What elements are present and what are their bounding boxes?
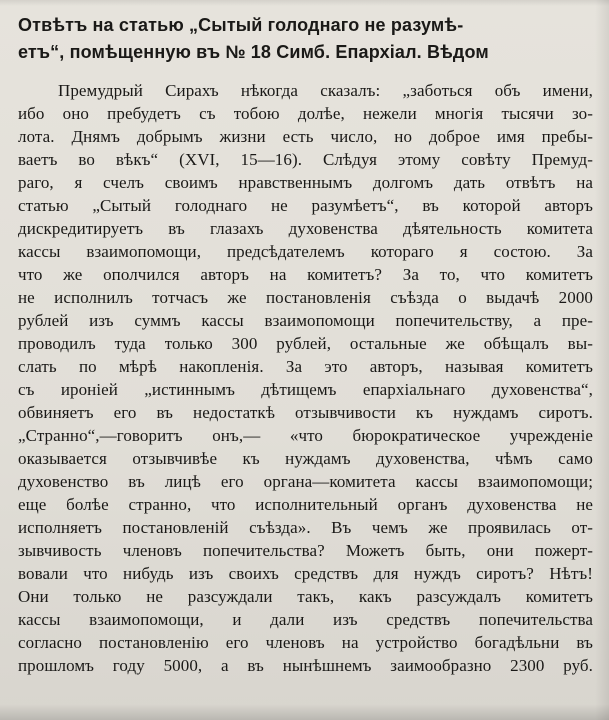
body-line: согласно постановленію его членовъ на устройство богадѣльни въ (18, 633, 593, 652)
body-line: „Странно“,—говоритъ онъ,— «что бюрократическое учрежденіе (18, 426, 593, 445)
article-body (18, 79, 593, 677)
body-line: обвиняетъ его въ недостаткѣ отзывчивости къ нуждамъ сиротъ. (18, 403, 593, 422)
article-title (18, 12, 591, 66)
body-line: рублей изъ суммъ кассы взаимопомощи попечительству, а пре- (18, 311, 593, 330)
article-title-line-1: Отвѣтъ на статью „Сытый голоднаго не разумѣ- (18, 15, 464, 35)
page-bottom-shadow (0, 704, 609, 720)
body-line: ваетъ во вѣкъ“ (XVI, 15—16). Слѣдуя этому совѣту Премуд- (18, 150, 593, 169)
body-line: оказывается отзывчивѣе къ нуждамъ духовенства, чѣмъ само (18, 449, 593, 468)
body-line: что же ополчился авторъ на комитетъ? За то, что комитетъ (18, 265, 593, 284)
body-line: Премудрый Сирахъ нѣкогда сказалъ: „заботься объ имени, (58, 81, 593, 100)
body-line: проводилъ туда только 300 рублей, остальные же обѣщалъ вы- (18, 334, 593, 353)
body-line: не исполнилъ тотчасъ же постановленія съѣзда о выдачѣ 2000 (18, 288, 593, 307)
body-line: духовенство въ лицѣ его органа—комитета кассы взаимопомощи; (18, 472, 593, 491)
body-line: слать по мѣрѣ накопленія. За это авторъ, называя комитетъ (18, 357, 593, 376)
body-line: дискредитируетъ въ глазахъ духовенства дѣятельность комитета (18, 219, 593, 238)
body-line: исполняетъ постановленій съѣзда». Въ чемъ же проявилась от- (18, 518, 593, 537)
body-line: лота. Днямъ добрымъ жизни есть число, но доброе имя пребы- (18, 127, 593, 146)
body-line: кассы взаимопомощи, и дали изъ средствъ попечительства (18, 610, 593, 629)
page-right-shadow (595, 0, 609, 720)
body-line: Они только не разсуждали такъ, какъ разсуждалъ комитетъ (18, 587, 593, 606)
body-line: прошломъ году 5000, а въ нынѣшнемъ заимообразно 2300 руб. (18, 656, 593, 675)
body-line: зывчивость членовъ попечительства? Можетъ быть, они пожерт- (18, 541, 593, 560)
body-line: раго, я счелъ своимъ нравственнымъ долгомъ дать отвѣтъ на (18, 173, 593, 192)
article-title-line-2: етъ“, помѣщенную въ № 18 Симб. Епархіал. Вѣдом (18, 42, 489, 62)
body-line: вовали что нибудь изъ своихъ средствъ для нуждъ сиротъ? Нѣтъ! (18, 564, 593, 583)
body-line: еще болѣе странно, что исполнительный органъ духовенства не (18, 495, 593, 514)
body-line: ибо оно пребудетъ съ тобою долѣе, нежели многія тысячи зо- (18, 104, 593, 123)
body-line: статью „Сытый голоднаго не разумѣетъ“, въ которой авторъ (18, 196, 593, 215)
page-top-edge (0, 0, 609, 6)
body-line: кассы взаимопомощи, предсѣдателемъ котораго я состою. За (18, 242, 593, 261)
body-line: съ ироніей „истиннымъ дѣтищемъ епархіальнаго духовенства“, (18, 380, 593, 399)
